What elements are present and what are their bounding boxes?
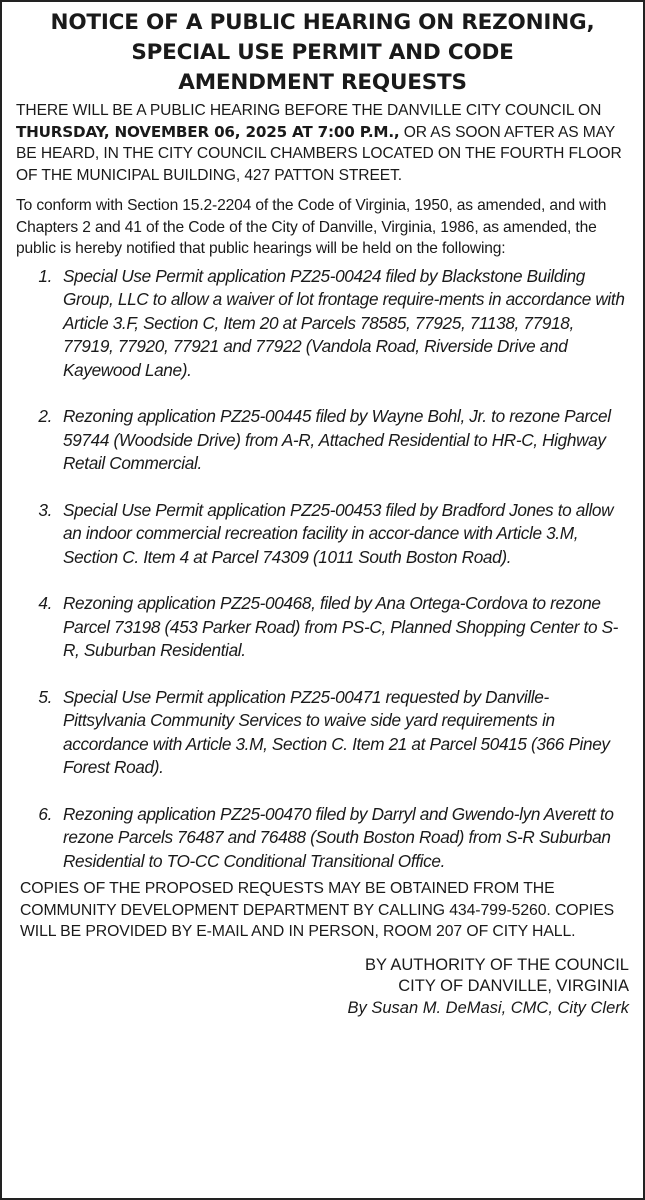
copies-paragraph: COPIES OF THE PROPOSED REQUESTS MAY BE OBTAINED FROM THE COMMUNITY DEVELOPMENT DEPARTMENT BY CALLING 434-799-5260. COPIES WILL BE PROVIDED BY E-MAIL AND IN PERSON, ROOM 207 OF CITY HALL. bbox=[20, 880, 615, 940]
item-text: Special Use Permit application PZ25-00471 requested by Danville-Pittsylvania Community Services to waive side yard requirements in accordance with Article 3.M, Section C. Item 21 at Parcel 50415 (366 Piney Forest Road). bbox=[63, 686, 610, 777]
item-number: 5. bbox=[38, 686, 52, 707]
list-item bbox=[16, 686, 629, 780]
list-item bbox=[16, 592, 629, 663]
list-item bbox=[16, 499, 629, 570]
item-number: 3. bbox=[38, 499, 52, 520]
item-number: 1. bbox=[38, 265, 52, 286]
item-number: 2. bbox=[38, 406, 52, 426]
title-line-2: SPECIAL USE PERMIT AND CODE bbox=[131, 40, 514, 65]
list-item bbox=[16, 405, 629, 476]
item-number: 4. bbox=[38, 593, 52, 613]
announcement-text: THERE WILL BE A PUBLIC HEARING BEFORE THE DANVILLE CITY COUNCIL ON bbox=[16, 102, 602, 119]
list-item bbox=[16, 265, 629, 383]
signature-authority: BY AUTHORITY OF THE COUNCIL bbox=[364, 955, 629, 974]
item-text: Rezoning application PZ25-00470 filed by Darryl and Gwendo-lyn Averett to rezone Parcels 76487 and 76488 (South Boston Road) from S-R Suburban Residential to TO-CC Conditional Transitional Office. bbox=[63, 803, 614, 871]
item-text: Special Use Permit application PZ25-00424 filed by Blackstone Building Group, LLC to allow a waiver of lot frontage require-ments in accordance with Article 3.F, Section C, Item 20 at Parcels 78585, 77925, 71138, 77918, 77919, 77920, 77921 and 77922 (Vandola Road, Riverside Drive and Kayewood Lane). bbox=[63, 265, 625, 380]
notice-title bbox=[16, 8, 629, 98]
signature-city: CITY OF DANVILLE, VIRGINIA bbox=[398, 977, 629, 995]
hearing-date-time: THURSDAY, NOVEMBER 06, 2025 AT 7:00 P.M., bbox=[16, 122, 400, 141]
item-text: Rezoning application PZ25-00445 filed by Wayne Bohl, Jr. to rezone Parcel 59744 (Woodside Drive) from A-R, Attached Residential to HR-C, Highway Retail Commercial. bbox=[63, 406, 611, 473]
signature-block bbox=[16, 955, 629, 1020]
list-item bbox=[16, 803, 629, 874]
item-text: Rezoning application PZ25-00468, filed by Ana Ortega-Cordova to rezone Parcel 73198 (453 Parker Road) from PS-C, Planned Shopping Center to S-R, Suburban Residential. bbox=[63, 593, 619, 660]
signature-clerk: By Susan M. DeMasi, CMC, City Clerk bbox=[347, 998, 629, 1017]
item-number: 6. bbox=[38, 803, 52, 824]
conformance-paragraph: To conform with Section 15.2-2204 of the Code of Virginia, 1950, as amended, and with Chapters 2 and 41 of the Code of the City of Danville, Virginia, 1986, as amended, the public is hereby notified that public hearings will be held on the following: bbox=[16, 197, 607, 257]
title-line-3: AMENDMENT REQUESTS bbox=[178, 70, 467, 95]
item-text: Special Use Permit application PZ25-00453 filed by Bradford Jones to allow an indoor commercial recreation facility in accor-dance with Article 3.M, Section C. Item 4 at Parcel 74309 (1011 South Boston Road). bbox=[63, 499, 614, 567]
title-line-1: NOTICE OF A PUBLIC HEARING ON REZONING, bbox=[50, 10, 595, 35]
hearing-items-list bbox=[16, 265, 629, 874]
hearing-announcement bbox=[16, 100, 629, 186]
announcement-location: OR AS SOON AFTER AS MAY BE HEARD, IN THE CITY COUNCIL CHAMBERS LOCATED ON THE FOURTH FLOOR OF THE MUNICIPAL BUILDING, 427 PATTON STREET. bbox=[16, 123, 622, 184]
